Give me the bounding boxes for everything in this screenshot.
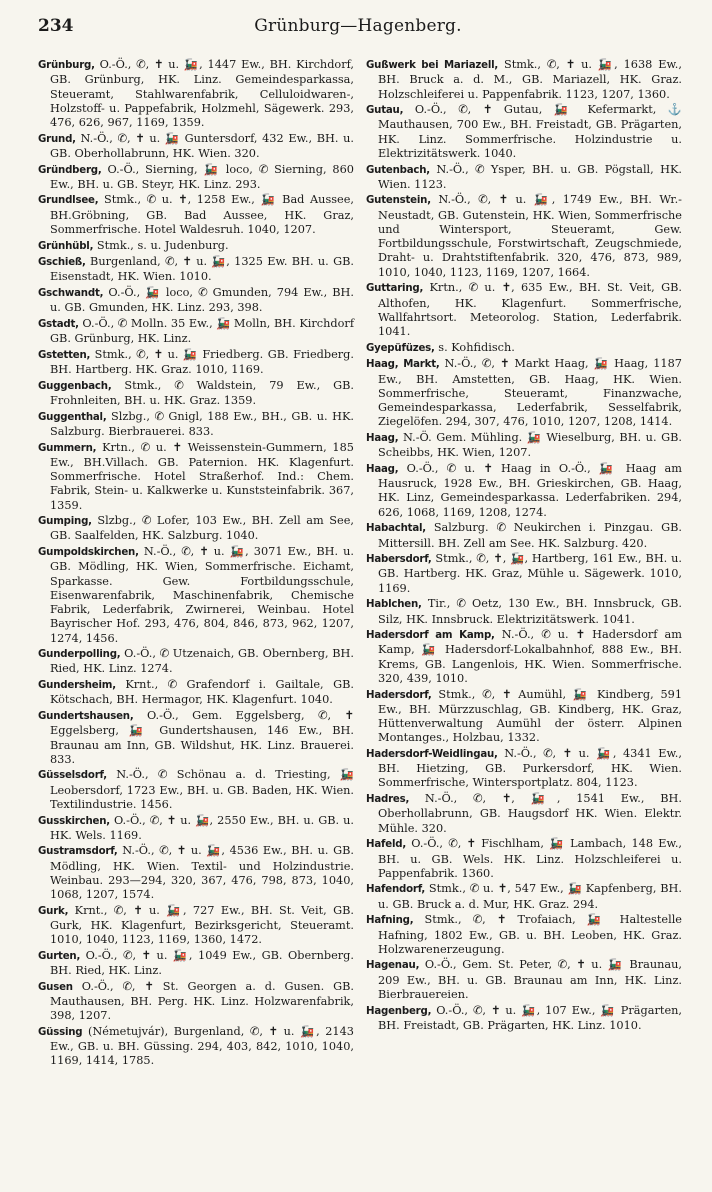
entry-text: O.-Ö., ✆ Molln. 35 Ew., 🚂 Molln, BH. Kirchdorf GB. Grünburg, HK. Linz. (50, 316, 354, 346)
directory-entry (38, 647, 354, 677)
entry-headword: Gummern, (38, 442, 97, 454)
entry-text: O.-Ö., ✆ u. ✝ Haag in O.-Ö., 🚂 Haag am Hausruck, 1928 Ew., BH. Grieskirchen, GB. Haag, HK. Linz, Gemeindesparkassa. Lederfabriken. 294, 626, 1068, 1169, 1208, 1274. (378, 461, 682, 519)
directory-entry (366, 688, 682, 746)
directory-entry (38, 768, 354, 812)
entry-headword: Gundertshausen, (38, 711, 134, 722)
directory-entry (366, 431, 682, 461)
directory-entry (38, 904, 354, 948)
entry-headword: Gußwerk bei Mariazell, (366, 60, 499, 71)
entry-text: Stmk., ✆, ✝ Trofaiach, 🚂 Haltestelle Hafning, 1802 Ew., GB. u. BH. Leoben, HK. Graz. Holzwarenerzeugung. (378, 913, 682, 956)
directory-entry (38, 58, 354, 130)
page-number: 234 (38, 16, 74, 36)
directory-entry (38, 255, 354, 285)
entry-text: N.-Ö., ✆, ✝ u. 🚂, 4536 Ew., BH. u. GB. Mödling, HK. Wien. Textil- und Holzindustrie. Weinbau. 293—294, 320, 367, 476, 798, 873, 1040, 1068, 1207, 1574. (50, 844, 354, 902)
entry-headword: Hafeld, (366, 839, 406, 851)
directory-entry (38, 286, 354, 316)
entry-headword: Gundersheim, (38, 680, 116, 692)
entry-text: N.-Ö. Gem. Mühling. 🚂 Wieselburg, BH. u. GB. Scheibbs, HK. Wien, 1207. (378, 430, 682, 460)
directory-entry (366, 882, 682, 912)
entry-text: Krnt., ✆, ✝ u. 🚂, 727 Ew., BH. St. Veit, GB. Gurk, HK. Klagenfurt, Bezirksgericht, Steueramt. 1010, 1040, 1123, 1169, 1360, 1472. (50, 903, 354, 947)
entry-text: O.-Ö., ✆, ✝ u. 🚂, 107 Ew., 🚂 Prägarten, BH. Freistadt, GB. Prägarten, HK. Linz. 1010. (378, 1003, 682, 1032)
entry-text: O.-Ö., ✆, ✝ St. Georgen a. d. Gusen. GB. Mauthausen, BH. Perg. HK. Linz. Holzwarenfabrik, 398, 1207. (50, 979, 354, 1023)
entry-headword: Gumping, (38, 516, 92, 528)
entry-headword: Gstetten, (38, 349, 91, 361)
entry-headword: Habersdorf, (366, 554, 432, 566)
entry-headword: Gunderpolling, (38, 649, 121, 661)
directory-entry (38, 514, 354, 544)
entry-headword: Gusskirchen, (38, 815, 110, 827)
directory-entry (366, 1004, 682, 1034)
entry-text: O.-Ö., ✆, ✝ Gutau, 🚂 Kefermarkt, ⚓ Mauthausen, 700 Ew., BH. Freistadt, GB. Prägarten, HK. Linz. Sommerfrische. Holzindustrie u. Elektrizitätswerk. 1040. (378, 103, 682, 160)
entry-headword: Guggenthal, (38, 411, 107, 423)
directory-entry (366, 792, 682, 836)
directory-entry (38, 678, 354, 708)
directory-entry (366, 958, 682, 1002)
entry-headword: Gschwandt, (38, 288, 104, 300)
entry-text: Stmk., ✆, ✝ u. 🚂 Friedberg. GB. Friedberg. BH. Hartberg. HK. Graz. 1010, 1169. (50, 347, 354, 377)
entry-text: O.-Ö., Gem. St. Peter, ✆, ✝ u. 🚂 Braunau, 209 Ew., BH. u. GB. Braunau am Inn, HK. Linz. Bierbrauereien. (378, 958, 682, 1001)
directory-entry (366, 552, 682, 596)
directory-entry (38, 980, 354, 1024)
entry-headword: Hagenberg, (366, 1005, 432, 1017)
entry-text: s. Kohfidisch. (434, 340, 515, 354)
entry-headword: Haag, Markt, (366, 359, 440, 371)
entry-text: Stmk., ✆ u. ✝, 547 Ew., 🚂 Kapfenberg, BH. u. GB. Bruck a. d. Mur, HK. Graz. 294. (378, 882, 682, 911)
entry-headword: Grünburg, (38, 60, 95, 71)
entry-headword: Gumpoldskirchen, (38, 547, 139, 559)
entry-text: Stmk., ✆ Waldstein, 79 Ew., GB. Frohnleiten, BH. u. HK. Graz. 1359. (50, 378, 354, 408)
directory-entry (38, 545, 354, 646)
entry-text: Tir., ✆ Oetz, 130 Ew., BH. Innsbruck, GB. Silz, HK. Innsbruck. Elektrizitätswerk. 1041. (378, 597, 682, 626)
entry-text: Stmk., s. u. Judenburg. (93, 238, 229, 252)
directory-entry (38, 441, 354, 513)
entry-text: Stmk., ✆ u. ✝, 1258 Ew., 🚂 Bad Aussee, BH.Gröbning, GB. Bad Aussee, HK. Graz, Sommerfrische. Hotel Waldesruh. 1040, 1207. (50, 193, 354, 236)
entry-text: O.-Ö., 🚂 loco, ✆ Gmunden, 794 Ew., BH. u. GB. Gmunden, HK. Linz. 293, 398. (50, 286, 354, 315)
directory-entry (366, 462, 682, 520)
right-column (366, 58, 682, 1034)
entry-headword: Gurten, (38, 950, 81, 962)
entry-headword: Hafendorf, (366, 884, 426, 896)
directory-entry (366, 341, 682, 356)
directory-entry (38, 709, 354, 767)
entry-headword: Gründberg, (38, 164, 102, 176)
entry-text: O.-Ö., ✆, ✝ u. 🚂, 2550 Ew., BH. u. GB. u. HK. Wels. 1169. (50, 813, 354, 842)
entry-text: O.-Ö., ✆ Utzenaich, GB. Obernberg, BH. Ried, HK. Linz. 1274. (50, 647, 354, 676)
entry-text: Stmk., ✆, ✝ Aumühl, 🚂 Kindberg, 591 Ew., BH. Mürzzuschlag, GB. Kindberg, HK. Graz, Hüttenverwaltung Aumühl der österr. Alpinen Montanges., Holzbau, 1332. (378, 687, 682, 745)
entry-headword: Gustramsdorf, (38, 846, 118, 858)
directory-entry (366, 521, 682, 551)
entry-text: O.-Ö., ✆, ✝ u. 🚂, 1049 Ew., GB. Obernberg. BH. Ried, HK. Linz. (50, 948, 354, 978)
directory-entry (38, 163, 354, 193)
directory-entry (366, 281, 682, 339)
entry-headword: Gutenstein, (366, 195, 431, 207)
entry-text: N.-Ö., ✆, ✝ u. 🚂, 3071 Ew., BH. u. GB. Mödling, HK. Wien, Sommerfrische. Eichamt, Sparkasse. Gew. Fortbildungsschule, Eisenwarenfabrik, Maschinenfabrik, Chemische Fabrik, Lederfabrik, Zwirnerei, Weinbau. Hotel Bayrischer Hof. 293, 476, 804, 846, 873, 962, 1207, 1274, 1456. (50, 545, 354, 645)
entry-text: N.-Ö., ✆ u. ✝ Hadersdorf am Kamp, 🚂 Hadersdorf-Lokalbahnhof, 888 Ew., BH. Krems, GB. Langenlois, HK. Wien. Sommerfrische. 320, 439, 1010. (378, 628, 682, 685)
directory-entry (38, 379, 354, 409)
entry-text: N.-Ö., ✆, ✝, 🚂, 1541 Ew., BH. Oberhollabrunn, GB. Haugsdorf HK. Wien. Elektr. Mühle. 320. (378, 792, 682, 835)
entry-text: O.-Ö., Sierning, 🚂 loco, ✆ Sierning, 860 Ew., BH. u. GB. Steyr, HK. Linz. 293. (50, 162, 354, 191)
entry-text: Krnt., ✆ Grafendorf i. Gailtale, GB. Kötschach, BH. Hermagor, HK. Klagenfurt. 1040. (50, 678, 354, 707)
entry-headword: Gurk, (38, 905, 69, 917)
entry-headword: Güsselsdorf, (38, 770, 107, 782)
entry-text: O.-Ö., Gem. Eggelsberg, ✆, ✝ Eggelsberg, 🚂 Gundertshausen, 146 Ew., BH. Braunau am Inn, GB. Wildshut, HK. Linz. Brauerei. 833. (50, 709, 354, 766)
entry-headword: Haag, (366, 432, 399, 444)
entry-headword: Haag, (366, 463, 399, 475)
entry-headword: Hagenau, (366, 960, 420, 972)
entry-text: N.-Ö., ✆, ✝ u. 🚂 Guntersdorf, 432 Ew., BH. u. GB. Oberhollabrunn, HK. Wien. 320. (50, 131, 354, 160)
entry-headword: Guttaring, (366, 283, 424, 295)
directory-entry (366, 163, 682, 193)
entry-headword: Grünhübl, (38, 240, 94, 252)
entry-text: N.-Ö., ✆, ✝ u. 🚂, 4341 Ew., BH. Hietzing, GB. Purkersdorf, HK. Wien. Sommerfrische, Wintersportplatz. 804, 1123. (378, 746, 682, 790)
directory-entry (38, 348, 354, 378)
directory-entry (38, 193, 354, 237)
entry-headword: Gschieß, (38, 257, 86, 269)
entry-text: Slzbg., ✆ Gnigl, 188 Ew., BH., GB. u. HK. Salzburg. Bierbrauerei. 833. (50, 409, 354, 438)
directory-entry (38, 814, 354, 844)
directory-entry (366, 747, 682, 791)
directory-entry (38, 239, 354, 254)
directory-entry (366, 597, 682, 627)
entry-headword: Grund, (38, 133, 76, 145)
entry-headword: Güssing (38, 1026, 83, 1038)
entry-text: N.-Ö., ✆, ✝ u. 🚂, 1749 Ew., BH. Wr.-Neustadt, GB. Gutenstein, HK. Wien, Sommerfrische und Wintersport, Steueramt, Gew. Fortbildungsschule, Forstwirtschaft, Zeugschmiede, Draht- u. Drahtstiftenfabrik. 320, 476, 873, 989, 1010, 1040, 1123, 1169, 1207, 1664. (378, 193, 682, 279)
entry-text: N.-Ö., ✆ Ysper, BH. u. GB. Pögstall, HK. Wien. 1123. (378, 162, 682, 191)
entry-headword: Guggenbach, (38, 380, 112, 392)
entry-headword: Gusen (38, 981, 73, 993)
entry-text: Krtn., ✆ u. ✝ Weissenstein-Gummern, 185 Ew., BH.Villach. GB. Paternion. HK. Klagenfurt. Sommerfrische. Hotel Straßerhof. Ind.: Chem. Fabrik, Stein- u. Kalkwerke u. Kunststeinfabrik. 367, 1359. (50, 440, 354, 512)
entry-headword: Hadersdorf, (366, 689, 432, 701)
directory-entry (38, 410, 354, 440)
entry-headword: Gstadt, (38, 318, 79, 330)
entry-headword: Gyepüfüzes, (366, 342, 435, 354)
directory-entry (366, 103, 682, 161)
entry-text: Krtn., ✆ u. ✝, 635 Ew., BH. St. Veit, GB. Althofen, HK. Klagenfurt. Sommerfrische, Wallfahrtsort. Meteorolog. Station, Lederfabrik. 1041. (378, 281, 682, 339)
entry-text: O.-Ö., ✆, ✝ Fischlham, 🚂 Lambach, 148 Ew., BH. u. GB. Wels. HK. Linz. Holzschleiferei u. Pappenfabrik. 1360. (378, 837, 682, 880)
entry-text: N.-Ö., ✆ Schönau a. d. Triesting, 🚂 Leobersdorf, 1723 Ew., BH. u. GB. Baden, HK. Wien. Textilindustrie. 1456. (50, 768, 354, 811)
entry-text: Stmk., ✆, ✝, 🚂, Hartberg, 161 Ew., BH. u. GB. Hartberg. HK. Graz, Mühle u. Sägewerk. 1010, 1169. (378, 552, 682, 595)
entry-headword: Hadres, (366, 794, 410, 806)
directory-entry (366, 193, 682, 280)
page-header (38, 16, 678, 46)
left-column (38, 58, 354, 1070)
entry-headword: Hablchen, (366, 599, 422, 611)
directory-entry (366, 913, 682, 957)
entry-text: O.-Ö., ✆, ✝ u. 🚂, 1447 Ew., BH. Kirchdorf, GB. Grünburg, HK. Linz. Gemeindesparkassa, Steueramt, Stahlwarenfabrik, Celluloidwaren-, Holzstoff- u. Pappefabrik, Holzmehl, Sägewerk. 293, 476, 626, 967, 1169, 1359. (50, 58, 354, 129)
running-title: Grünburg—Hagenberg. (254, 16, 462, 36)
entry-text: Salzburg. ✆ Neukirchen i. Pinzgau. GB. Mittersill. BH. Zell am See. HK. Salzburg. 420. (378, 521, 682, 550)
entry-headword: Hafning, (366, 915, 414, 927)
directory-entry (38, 1025, 354, 1069)
entry-text: Slzbg., ✆ Lofer, 103 Ew., BH. Zell am See, GB. Saalfelden, HK. Salzburg. 1040. (50, 514, 354, 543)
entry-text: Stmk., ✆, ✝ u. 🚂, 1638 Ew., BH. Bruck a. d. M., GB. Mariazell, HK. Graz. Holzschleiferei u. Pappenfabrik. 1123, 1207, 1360. (378, 58, 682, 101)
directory-entry (366, 837, 682, 881)
directory-entry (366, 58, 682, 102)
entry-headword: Gutenbach, (366, 164, 430, 176)
directory-entry (38, 844, 354, 902)
entry-headword: Habachtal, (366, 523, 426, 535)
entry-headword: Gutau, (366, 105, 404, 117)
entry-text: N.-Ö., ✆, ✝ Markt Haag, 🚂 Haag, 1187 Ew., BH. Amstetten, GB. Haag, HK. Wien. Sommerfrische, Steueramt, Finanzwache, Gemeindesparkassa, Lederfabrik, Sesselfabrik, Ziegelöfen. 294, 307, 476, 1010, 1207, 1208, 1414. (378, 357, 682, 429)
entry-headword: Hadersdorf-Weidlingau, (366, 748, 498, 760)
directory-entry (38, 132, 354, 162)
directory-entry (38, 317, 354, 347)
directory-entry (366, 628, 682, 686)
entry-headword: Hadersdorf am Kamp, (366, 630, 495, 642)
directory-entry (38, 949, 354, 979)
directory-entry (366, 357, 682, 429)
entry-text: Burgenland, ✆, ✝ u. 🚂, 1325 Ew. BH. u. GB. Eisenstadt, HK. Wien. 1010. (50, 255, 354, 284)
entry-text: (Németujvár), Burgenland, ✆, ✝ u. 🚂, 2143 Ew., GB. u. BH. Güssing. 294, 403, 842, 1010, 1040, 1169, 1414, 1785. (50, 1024, 354, 1068)
entry-headword: Grundlsee, (38, 195, 99, 207)
